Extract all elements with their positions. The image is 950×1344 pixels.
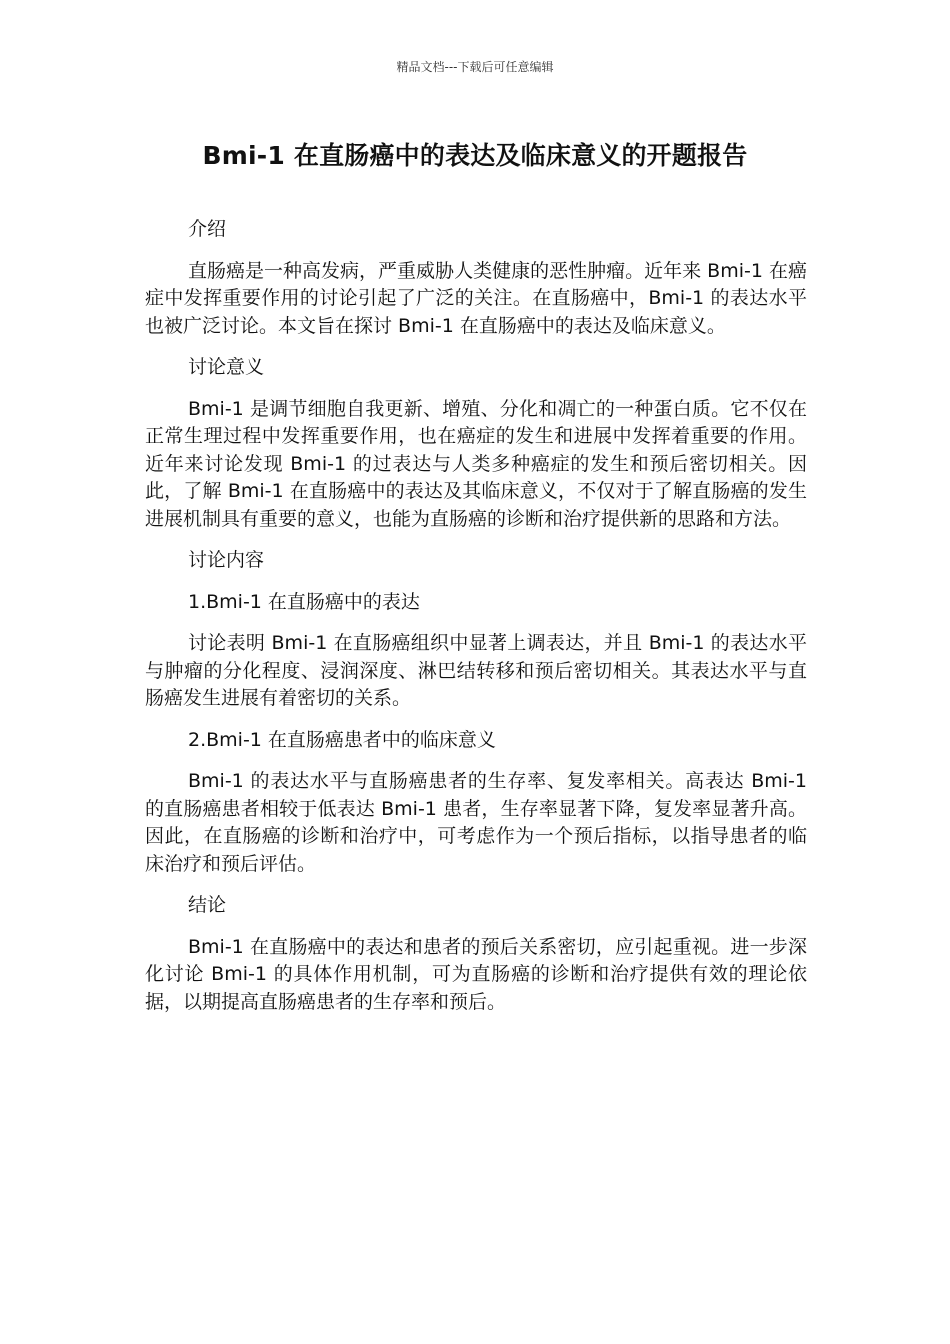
paragraph-item2: Bmi-1 的表达水平与直肠癌患者的生存率、复发率相关。高表达 Bmi-1 的直肠癌患者相较于低表达 Bmi-1 患者，生存率显著下降，复发率显著升高。因此，在直肠癌的诊断和治疗中，可考虑作为一个预后指标，以指导患者的临床治疗和预后评估。 [145,770,807,875]
subheading-item1: 1.Bmi-1 在直肠癌中的表达 [188,590,420,613]
paragraph-intro: 直肠癌是一种高发病，严重威胁人类健康的恶性肿瘤。近年来 Bmi-1 在癌症中发挥重要作用的讨论引起了广泛的关注。在直肠癌中，Bmi-1 的表达水平也被广泛讨论。本文旨在探讨 Bmi-1 在直肠癌中的表达及临床意义。 [145,259,807,337]
subheading-item2: 2.Bmi-1 在直肠癌患者中的临床意义 [188,728,496,751]
section-heading-content: 讨论内容 [188,549,265,571]
document-body [145,216,807,1030]
section-heading-significance: 讨论意义 [188,356,265,378]
paragraph-item1: 讨论表明 Bmi-1 在直肠癌组织中显著上调表达，并且 Bmi-1 的表达水平与肿瘤的分化程度、浸润深度、淋巴结转移和预后密切相关。其表达水平与直肠癌发生进展有着密切的关系。 [145,632,807,709]
section-heading-conclusion: 结论 [188,894,227,916]
document-title: Bmi-1 在直肠癌中的表达及临床意义的开题报告 [202,141,748,170]
paragraph-significance: Bmi-1 是调节细胞自我更新、增殖、分化和凋亡的一种蛋白质。它不仅在正常生理过程中发挥重要作用，也在癌症的发生和进展中发挥着重要的作用。近年来讨论发现 Bmi-1 的过表达与人类多种癌症的发生和预后密切相关。因此，了解 Bmi-1 在直肠癌中的表达及其临床意义，不仅对于了解直肠癌的发生进展机制具有重要的意义，也能为直肠癌的诊断和治疗提供新的思路和方法。 [145,397,807,530]
paragraph-conclusion: Bmi-1 在直肠癌中的表达和患者的预后关系密切，应引起重视。进一步深化讨论 Bmi-1 的具体作用机制，可为直肠癌的诊断和治疗提供有效的理论依据，以期提高直肠癌患者的生存率和预后。 [145,935,807,1013]
section-heading-intro: 介绍 [188,218,227,240]
header-note: 精品文档---下载后可任意编辑 [396,60,554,74]
